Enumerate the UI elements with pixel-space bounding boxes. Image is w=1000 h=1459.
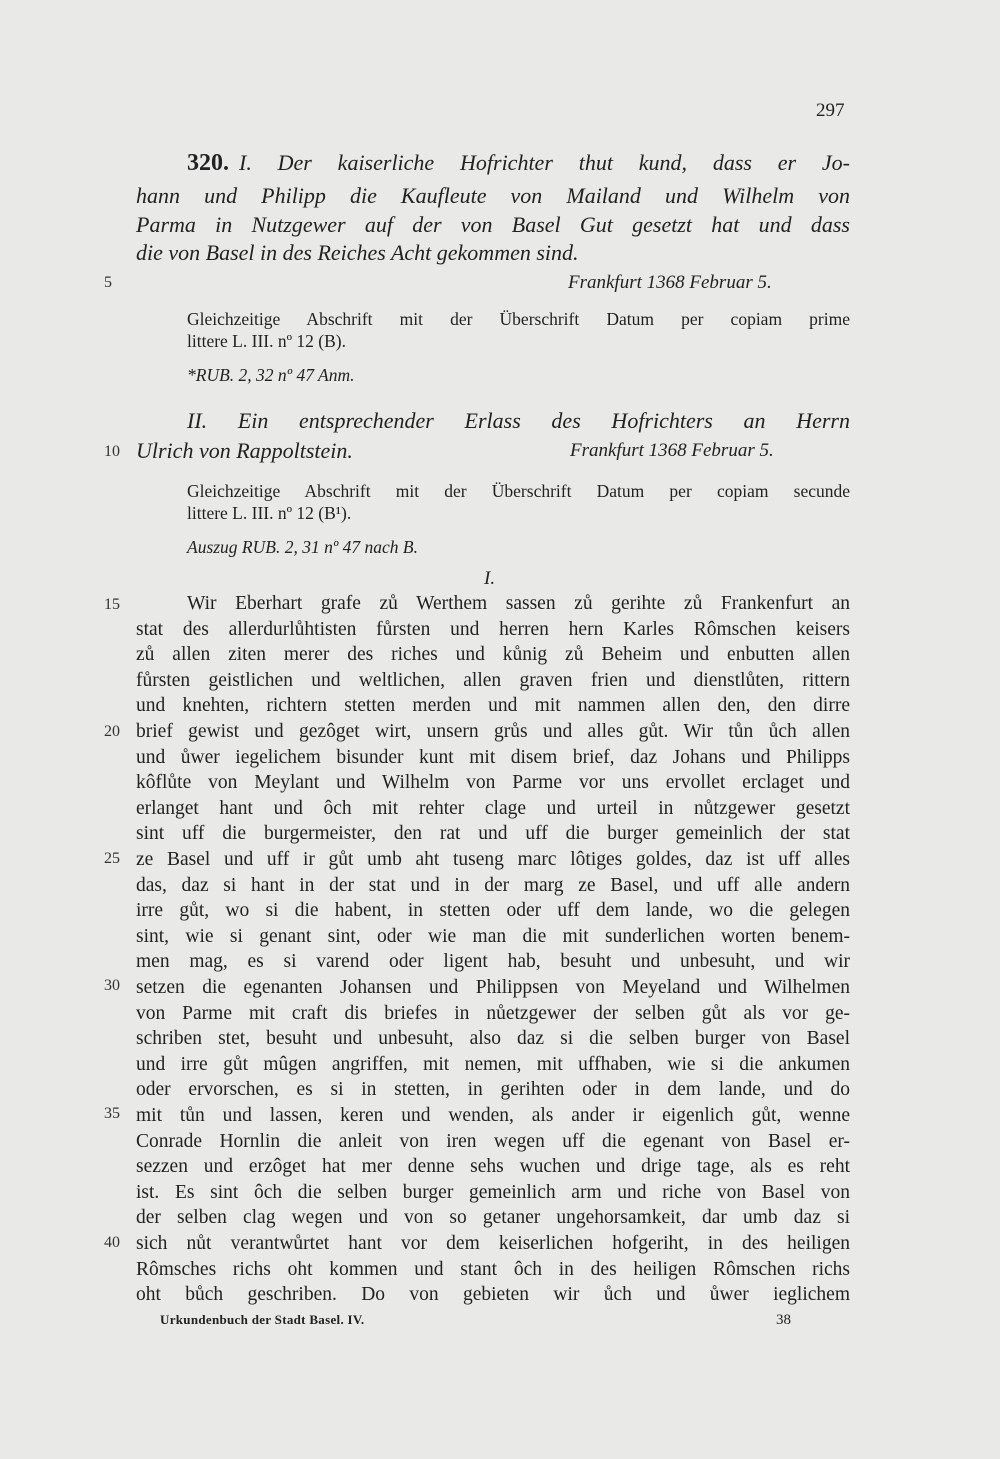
line-number: 35 (104, 1105, 120, 1122)
body-line: ist. Es sint ôch die selben burger gemeinlich arm und riche von Basel von (136, 1181, 850, 1203)
body-line: erlanget hant und ôch mit rehter clage und urteil in nůtzgewer gesetzt (136, 797, 850, 819)
body-line: ze Basel und uff ir gůt umb aht tuseng marc lôtiges goldes, daz ist uff alles (136, 849, 850, 870)
body-line: und ůwer iegelichem bisunder kunt mit disem brief, daz Johans und Philipps (136, 746, 850, 768)
source-2-line-1: Gleichzeitige Abschrift mit der Überschrift Datum per copiam secunde (187, 481, 850, 501)
body-line: der selben clag wegen und von so getaner ungehorsamkeit, dar umb daz si (136, 1207, 850, 1229)
line-number: 5 (104, 274, 112, 291)
page-number: 297 (816, 100, 845, 121)
body-line: oht bůch geschriben. Do von gebieten wir ůch und ůwer ieglichem (136, 1284, 850, 1306)
line-number: 20 (104, 723, 120, 740)
line-number: 25 (104, 850, 120, 867)
body-line: sezzen und erzôget hat mer denne sehs wuchen und drige tage, als es reht (136, 1156, 850, 1178)
body-line: Conrade Hornlin die anleit von iren wegen uff die egenant von Basel er- (136, 1130, 850, 1152)
body-line: mit tůn und lassen, keren und wenden, als ander ir eigenlich gůt, wenne (136, 1105, 850, 1126)
body-line: sint, wie si genant sint, oder wie man die mit sunderlichen worten benem- (136, 925, 850, 947)
heading-line-4: die von Basel in des Reiches Acht gekommen sind. (136, 240, 579, 265)
body-line: zů allen ziten merer des riches und kůnig zů Beheim und enbutten allen (136, 644, 850, 666)
heading-line-1: 320. I. Der kaiserliche Hofrichter thut kund, dass er Jo- (187, 150, 850, 176)
body-line: brief gewist und gezôget wirt, unsern grůs und alles gůt. Wir tůn ůch allen (136, 721, 850, 742)
section-2-line-1: II. Ein entsprechender Erlass des Hofrichters an Herrn (187, 408, 850, 433)
body-line: irre gůt, wo si die habent, in stetten oder uff dem lande, wo die gelegen (136, 900, 850, 922)
body-line: stat des allerdurlůhtisten fůrsten und herren hern Karles Rômschen keisers (136, 618, 850, 640)
body-line: setzen die egenanten Johansen und Philippsen von Meyeland und Wilhelmen (136, 977, 850, 998)
body-line: und irre gůt mûgen angriffen, mit nemen, mit uffhaben, wie si die ankumen (136, 1053, 850, 1075)
body-line: sich nůt verantwůrtet hant vor dem keiserlichen hofgeriht, in des heiligen (136, 1233, 850, 1254)
source-2-line-2: littere L. III. nº 12 (B¹). (187, 503, 352, 523)
source-1-line-2: littere L. III. nº 12 (B). (187, 331, 346, 351)
line-number: 30 (104, 977, 120, 994)
body-line: Rômsches richs oht kommen und stant ôch in des heiligen Rômschen richs (136, 1258, 850, 1280)
footer-signature: 38 (776, 1312, 791, 1328)
body-line: von Parme mit craft dis briefes in nůetzgewer der selben gůt als vor ge- (136, 1002, 850, 1024)
body-line: fůrsten geistlichen und weltlichen, allen graven frien und dienstlůten, rittern (136, 669, 850, 691)
line-number: 15 (104, 596, 120, 613)
text-marker: I. (484, 568, 496, 589)
body-line: Wir Eberhart grafe zů Werthem sassen zů gerihte zů Frankenfurt an (187, 593, 850, 614)
heading-place-date: Frankfurt 1368 Februar 5. (568, 272, 772, 293)
source-2-reference: Auszug RUB. 2, 31 nº 47 nach B. (187, 537, 418, 557)
line-number: 40 (104, 1234, 120, 1251)
document-number: 320. (187, 150, 229, 176)
section-2-line-2: Ulrich von Rappoltstein. (136, 438, 353, 463)
body-line: schriben stet, besuht und unbesuht, also daz si die selben burger von Basel (136, 1028, 850, 1050)
body-line: men mag, es si varend oder ligent hab, besuht und unbesuht, und wir (136, 951, 850, 973)
heading-line-3: Parma in Nutzgewer auf der von Basel Gut gesetzt hat und dass (136, 212, 850, 237)
footer-title: Urkundenbuch der Stadt Basel. IV. (160, 1312, 365, 1327)
body-line: sint uff die burgermeister, den rat und uff die burger gemeinlich der stat (136, 823, 850, 845)
body-line: kôflůte von Meylant und Wilhelm von Parme vor uns ervollet erclaget und (136, 772, 850, 794)
body-line: das, daz si hant in der stat und in der marg ze Basel, und uff alle andern (136, 874, 850, 896)
source-1-line-1: Gleichzeitige Abschrift mit der Überschrift Datum per copiam prime (187, 309, 850, 329)
line-number: 10 (104, 443, 120, 460)
body-line: und knehten, richtern stetten merden und mit nammen allen den, den dirre (136, 695, 850, 717)
section-2-place-date: Frankfurt 1368 Februar 5. (570, 440, 774, 461)
heading-line-2: hann und Philipp die Kaufleute von Mailand und Wilhelm von (136, 183, 850, 208)
source-1-reference: *RUB. 2, 32 nº 47 Anm. (187, 365, 355, 385)
body-line: oder ervorschen, es si in stetten, in gerihten oder in dem lande, und do (136, 1079, 850, 1101)
